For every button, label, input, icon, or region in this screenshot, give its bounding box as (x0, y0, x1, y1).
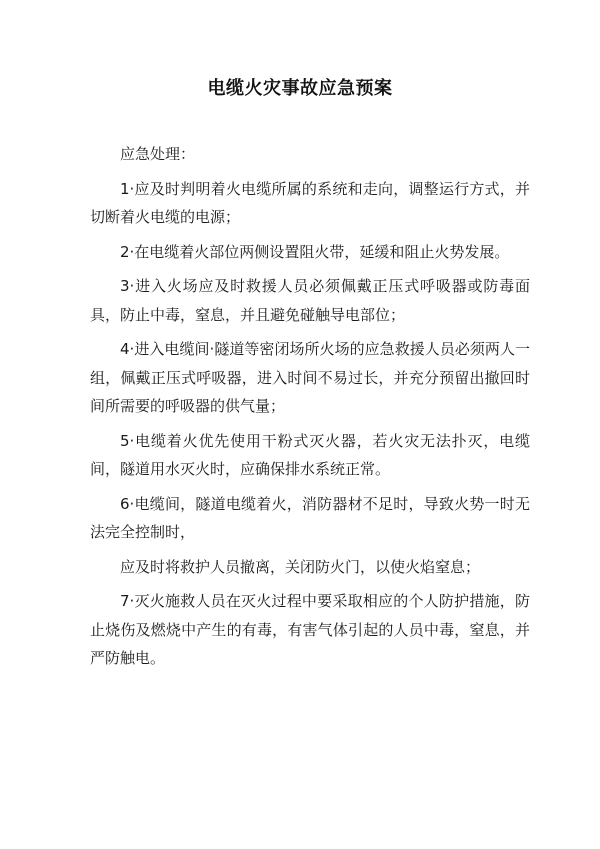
paragraph-item-6: 6·电缆间，隧道电缆着火，消防器材不足时，导致火势一时无法完全控制时， (90, 494, 530, 541)
paragraph-item-7: 7·灭火施救人员在灭火过程中要采取相应的个人防护措施，防止烧伤及燃烧中产生的有毒，有害气体引起的人员中毒，窒息，并严防触电。 (90, 592, 530, 667)
paragraph-item-2: 2·在电缆着火部位两侧设置阻火带，延缓和阻止火势发展。 (120, 242, 510, 261)
paragraph-item-5: 5·电缆着火优先使用干粉式灭火器，若火灾无法扑灭，电缆间，隧道用水灭火时，应确保排水系统正常。 (90, 431, 530, 478)
paragraph-heading: 应急处理： (120, 145, 196, 163)
document-body (90, 140, 530, 679)
document-title: 电缆火灾事故应急预案 (207, 78, 393, 99)
paragraph-item-1: 1·应及时判明着火电缆所属的系统和走向，调整运行方式，并切断着火电缆的电源； (90, 179, 530, 226)
paragraph-item-6-continued: 应及时将救护人员撤离，关闭防火门，以使火焰窒息； (120, 557, 481, 576)
paragraph-item-3: 3·进入火场应及时救援人员必须佩戴正压式呼吸器或防毒面具，防止中毒，窒息，并且避免碰触导电部位； (90, 277, 530, 324)
paragraph-item-4: 4·进入电缆间·隧道等密闭场所火场的应急救援人员必须两人一组，佩戴正压式呼吸器，进入时间不易过长，并充分预留出撤回时间所需要的呼吸器的供气量； (90, 340, 530, 415)
